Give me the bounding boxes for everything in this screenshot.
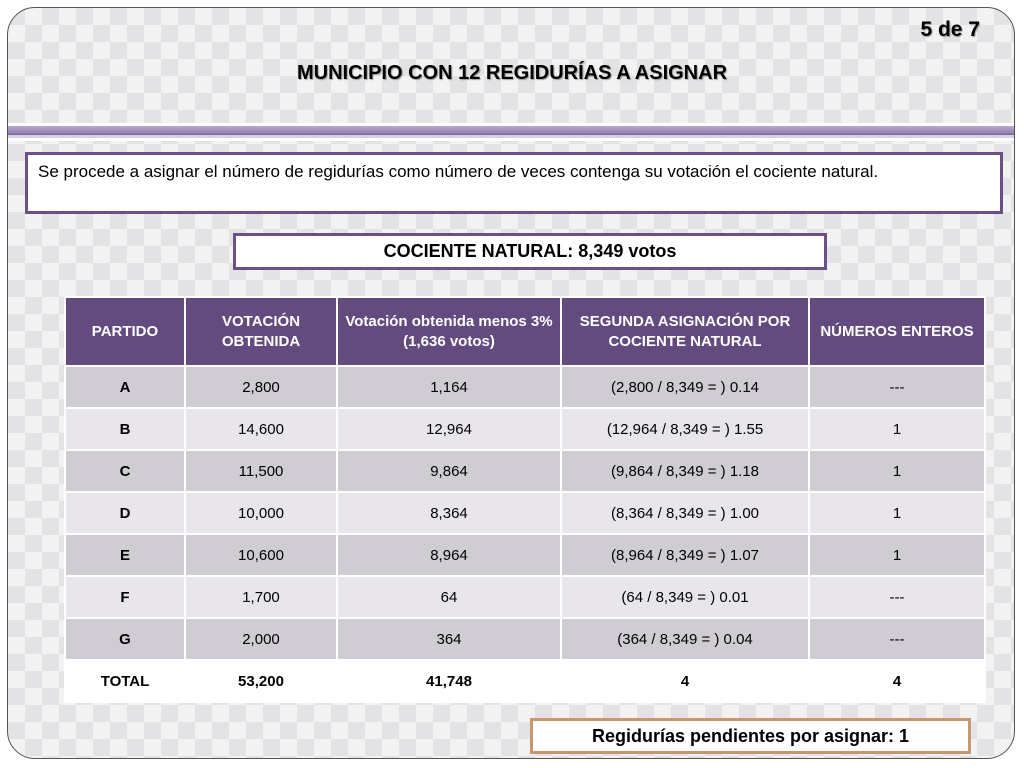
cell-partido: C xyxy=(65,450,185,492)
cell-votacion-menos-3: 1,164 xyxy=(337,366,561,408)
decorative-band xyxy=(8,123,1015,141)
cell-segunda-asignacion: (8,964 / 8,349 = ) 1.07 xyxy=(561,534,809,576)
slide xyxy=(7,7,1015,759)
cell-segunda-asignacion: (12,964 / 8,349 = ) 1.55 xyxy=(561,408,809,450)
slide-title: MUNICIPIO CON 12 REGIDURÍAS A ASIGNAR xyxy=(296,62,728,84)
cell-partido: D xyxy=(65,492,185,534)
table-header-row xyxy=(65,297,985,366)
cell-votacion-menos-3: 12,964 xyxy=(337,408,561,450)
cell-partido: E xyxy=(65,534,185,576)
table-row xyxy=(65,618,985,660)
cell-votacion-menos-3: 364 xyxy=(337,618,561,660)
cell-votacion-menos-3: 8,964 xyxy=(337,534,561,576)
cell-numeros-enteros: 1 xyxy=(809,450,985,492)
cell-partido: G xyxy=(65,618,185,660)
header-numeros-enteros: NÚMEROS ENTEROS xyxy=(809,297,985,366)
cell-segunda-asignacion: (9,864 / 8,349 = ) 1.18 xyxy=(561,450,809,492)
cell-partido: F xyxy=(65,576,185,618)
cell-votacion-menos-3: 64 xyxy=(337,576,561,618)
cociente-natural-box: COCIENTE NATURAL: 8,349 votos xyxy=(233,233,827,270)
cell-partido: A xyxy=(65,366,185,408)
cell-numeros-enteros: --- xyxy=(809,576,985,618)
cell-partido: B xyxy=(65,408,185,450)
table-row xyxy=(65,492,985,534)
cell-segunda-asignacion: (8,364 / 8,349 = ) 1.00 xyxy=(561,492,809,534)
cell-votacion: 11,500 xyxy=(185,450,337,492)
header-partido: PARTIDO xyxy=(65,297,185,366)
cell-votacion: 10,000 xyxy=(185,492,337,534)
cell-votacion: 10,600 xyxy=(185,534,337,576)
table-row xyxy=(65,534,985,576)
cell-votacion-menos-3: 9,864 xyxy=(337,450,561,492)
table-row xyxy=(65,450,985,492)
cell-segunda-asignacion: (364 / 8,349 = ) 0.04 xyxy=(561,618,809,660)
table-row xyxy=(65,366,985,408)
cell-numeros-enteros: 1 xyxy=(809,408,985,450)
header-segunda-asignacion: SEGUNDA ASIGNACIÓN POR COCIENTE NATURAL xyxy=(561,297,809,366)
cell-segunda-asignacion: (64 / 8,349 = ) 0.01 xyxy=(561,576,809,618)
cell-total-votacion: 53,200 xyxy=(185,660,337,702)
table-total-row xyxy=(65,660,985,702)
cell-total-votacion-menos-3: 41,748 xyxy=(337,660,561,702)
cell-total-numeros-enteros: 4 xyxy=(809,660,985,702)
cell-numeros-enteros: --- xyxy=(809,366,985,408)
regidurias-pendientes-box: Regidurías pendientes por asignar: 1 xyxy=(530,718,971,754)
cell-total-segunda-asignacion: 4 xyxy=(561,660,809,702)
cell-votacion-menos-3: 8,364 xyxy=(337,492,561,534)
cell-numeros-enteros: --- xyxy=(809,618,985,660)
table-row xyxy=(65,408,985,450)
cell-segunda-asignacion: (2,800 / 8,349 = ) 0.14 xyxy=(561,366,809,408)
table-row xyxy=(65,576,985,618)
cell-votacion: 2,800 xyxy=(185,366,337,408)
cell-votacion: 1,700 xyxy=(185,576,337,618)
cell-total-label: TOTAL xyxy=(65,660,185,702)
cell-numeros-enteros: 1 xyxy=(809,492,985,534)
header-votacion-menos-3: Votación obtenida menos 3% (1,636 votos) xyxy=(337,297,561,366)
intro-text-box: Se procede a asignar el número de regidurías como número de veces contenga su votación el cociente natural. xyxy=(25,152,1003,214)
page-number: 5 de 7 xyxy=(920,18,980,41)
cell-votacion: 2,000 xyxy=(185,618,337,660)
header-votacion-obtenida: VOTACIÓN OBTENIDA xyxy=(185,297,337,366)
assignment-table xyxy=(64,296,986,703)
cell-votacion: 14,600 xyxy=(185,408,337,450)
cell-numeros-enteros: 1 xyxy=(809,534,985,576)
